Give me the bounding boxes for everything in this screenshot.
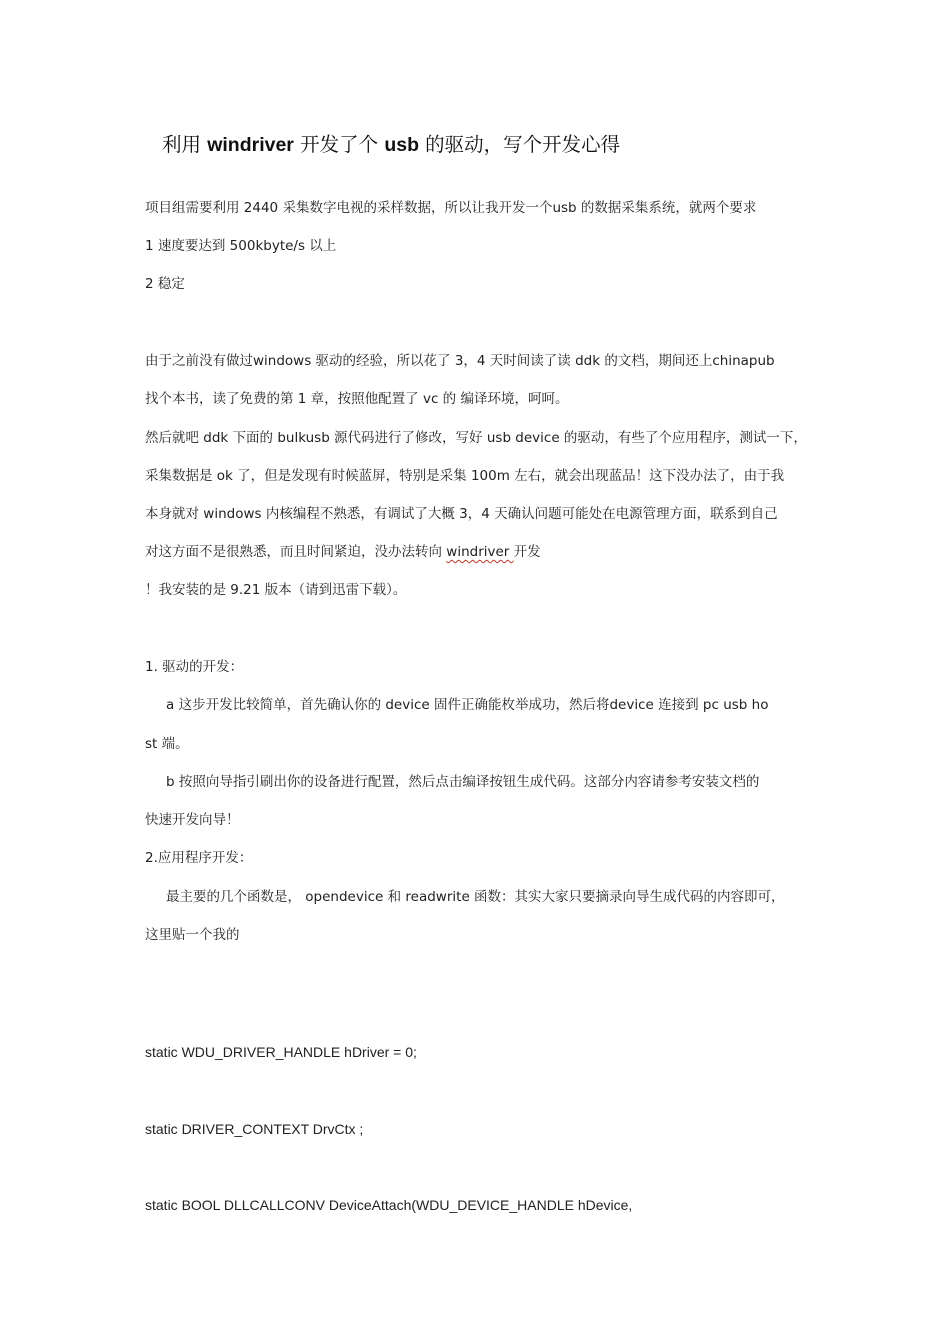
body-line: 这里贴一个我的: [145, 927, 240, 943]
title-text-1: 利用: [162, 133, 208, 156]
title-bold-windriver: windriver: [207, 134, 294, 156]
intro-paragraph: 项目组需要利用 2440 采集数字电视的采样数据，所以让我开发一个usb 的数据采集系统，就两个要求: [145, 200, 757, 216]
body-text: 对这方面不是很熟悉，而且时间紧迫，没办法转向: [145, 544, 447, 560]
requirement-2: 2 稳定: [145, 276, 185, 292]
document-title: [162, 132, 620, 158]
code-line: static WDU_DRIVER_HANDLE hDriver = 0;: [145, 1044, 417, 1060]
body-line: 找个本书，读了免费的第 1 章，按照他配置了 vc 的 编译环境，呵呵。: [145, 391, 569, 407]
body-line: 本身就对 windows 内核编程不熟悉，有调试了大概 3，4 天确认问题可能处在电源管理方面，联系到自己: [145, 506, 778, 522]
body-line-with-link: [145, 543, 541, 561]
body-line: 采集数据是 ok 了，但是发现有时候蓝屏，特别是采集 100m 左右，就会出现蓝品！这下没办法了，由于我: [145, 468, 785, 484]
code-line: static BOOL DLLCALLCONV DeviceAttach(WDU_DEVICE_HANDLE hDevice,: [145, 1197, 633, 1213]
section-2-heading: 2.应用程序开发：: [145, 850, 253, 866]
body-line: 由于之前没有做过windows 驱动的经验，所以花了 3，4 天时间读了读 ddk 的文档，期间还上chinapub: [145, 353, 775, 369]
body-line: 然后就吧 ddk 下面的 bulkusb 源代码进行了修改，写好 usb device 的驱动，有些了个应用程序，测试一下，: [145, 430, 807, 446]
body-line: ！我安装的是 9.21 版本（请到迅雷下载）。: [145, 582, 407, 598]
body-line: b 按照向导指引刷出你的设备进行配置，然后点击编译按钮生成代码。这部分内容请参考安装文档的: [166, 774, 760, 790]
spellcheck-word-windriver: windriver: [446, 544, 514, 560]
body-line: 最主要的几个函数是， opendevice 和 readwrite 函数：其实大家只要摘录向导生成代码的内容即可，: [166, 889, 785, 905]
title-bold-usb: usb: [384, 134, 419, 156]
body-line: a 这步开发比较简单，首先确认你的 device 固件正确能枚举成功，然后将device 连接到 pc usb ho: [166, 697, 769, 713]
body-line: st 端。: [145, 736, 189, 752]
requirement-1: 1 速度要达到 500kbyte/s 以上: [145, 238, 337, 254]
title-text-2: 开发了个: [293, 133, 385, 156]
body-text: 开发: [513, 544, 541, 560]
code-line: static DRIVER_CONTEXT DrvCtx ;: [145, 1121, 364, 1137]
body-line: 快速开发向导！: [145, 812, 240, 828]
title-text-3: 的驱动，写个开发心得: [418, 133, 621, 156]
section-1-heading: 1. 驱动的开发：: [145, 659, 244, 675]
